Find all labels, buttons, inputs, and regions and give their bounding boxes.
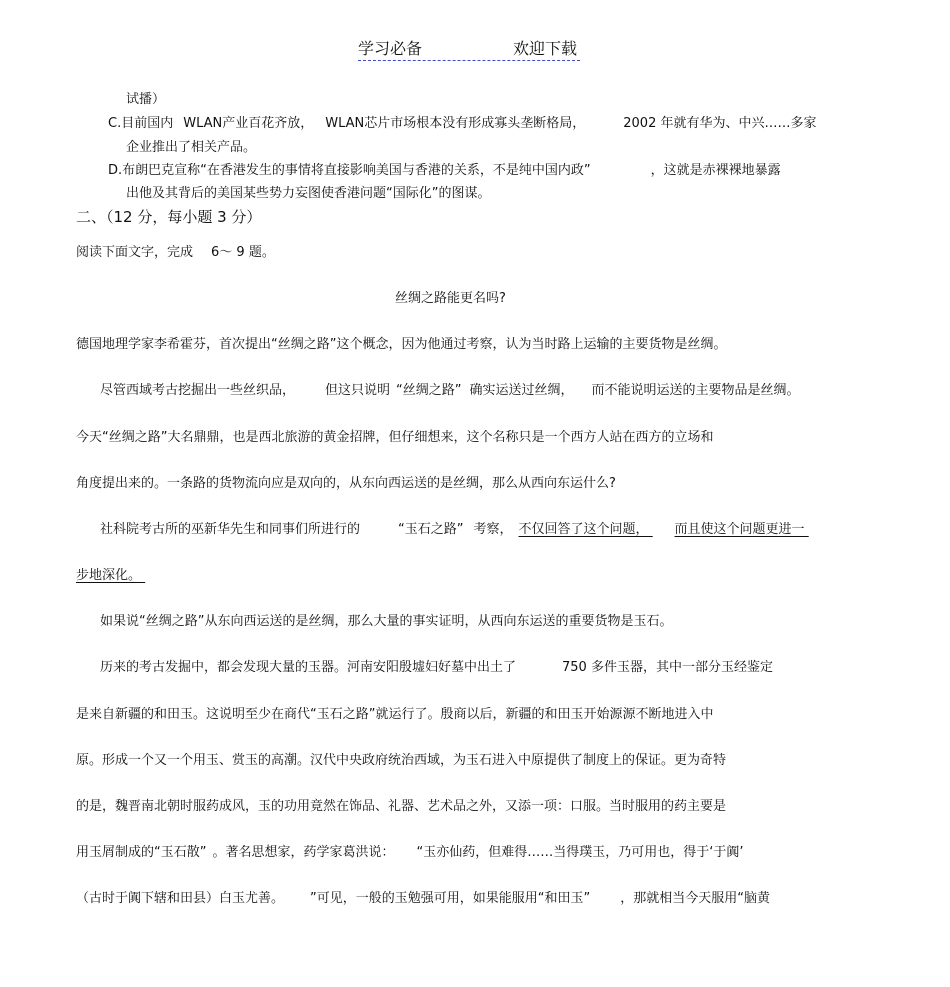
- option-c-text-c: WLAN芯片市场根本没有形成寡头垄断格局，: [325, 116, 586, 131]
- section-instruction: [76, 244, 275, 262]
- p6-text-k: ，那就相当今天服用“脑黄: [620, 891, 770, 906]
- p4-underlined-b: 而且使这个问题更进一: [674, 522, 805, 537]
- section-title: 二、（12 分，每小题 3 分）: [76, 208, 262, 226]
- p4-underlined-a: 不仅回答了这个问题，: [518, 522, 649, 537]
- option-d-line-1: [108, 162, 781, 180]
- paragraph-5: 如果说“丝绸之路”从东向西运送的是丝绸，那么大量的事实证明，从西向东运送的重要货物是玉石。: [100, 614, 673, 629]
- paragraph-3-line-1: 今天“丝绸之路”大名鼎鼎，也是西北旅游的黄金招牌，但仔细想来，这个名称只是一个西方人站在西方的立场和: [76, 430, 714, 445]
- paragraph-3-line-2: 角度提出来的。一条路的货物流向应是双向的，从东向西运送的是丝绸，那么从西向东运什么?: [76, 476, 616, 491]
- paragraph-6-line-4: 的是，魏晋南北朝时服药成风，玉的功用竟然在饰品、礼器、艺术品之外，又添一项：口服。当时服用的药主要是: [76, 799, 727, 814]
- paragraph-6-line-3: 原。形成一个又一个用玉、赏玉的高潮。汉代中央政府统治西域，为玉石进入中原提供了制度上的保证。更为奇特: [76, 753, 727, 768]
- p6-text-g: 。著名思想家，药学家葛洪说：: [212, 845, 395, 860]
- option-c-text-a: 目前国内: [121, 116, 174, 131]
- option-d-label: D.: [108, 163, 123, 178]
- option-d-text-a: 布朗巴克宣称“在香港发生的事情将直接影响美国与香港的关系，不是纯中国内政”: [122, 163, 591, 178]
- article-title: 丝绸之路能更名吗?: [395, 291, 506, 306]
- option-c-line-1: [108, 115, 816, 133]
- option-d-text-b: ，这就是赤裸裸地暴露: [650, 163, 781, 178]
- option-c-text-d: 2002 年就有华为、中兴……多家: [623, 116, 817, 131]
- option-d-line-2: 出他及其背后的美国某些势力妄图使香港问题“国际化”的图谋。: [126, 186, 491, 201]
- paragraph-6-line-5: [76, 844, 744, 862]
- p6-text-j: ”可见，一般的玉勉强可用，如果能服用“和田玉”: [310, 891, 591, 906]
- instruction-text-a: 阅读下面文字，完成: [76, 245, 194, 260]
- p4-text-a: 社科院考古所的巫新华先生和同事们所进行的: [100, 522, 361, 537]
- p4-text-b: “玉石之路”: [398, 522, 464, 537]
- paragraph-4-line-2: [76, 567, 153, 585]
- p2-text-c: “丝绸之路”: [396, 383, 462, 398]
- p6-text-a: 历来的考古发掘中，都会发现大量的玉器。河南安阳殷墟妇好墓中出土了: [100, 660, 517, 675]
- p4-underlined-c: 步地深化。: [76, 568, 142, 583]
- paragraph-4-line-1: [100, 521, 819, 539]
- p4-text-c: 考察，: [473, 522, 513, 537]
- p2-text-d: 确实运送过丝绸，: [469, 383, 574, 398]
- p2-text-e: 而不能说明运送的主要物品是丝绸。: [591, 383, 800, 398]
- header-right-text: 欢迎下载: [513, 39, 578, 58]
- header-left-text: 学习必备: [358, 39, 423, 58]
- option-c-text-b: WLAN产业百花齐放，: [183, 116, 314, 131]
- p6-text-i: （古时于阗下辖和田县）白玉尤善。: [76, 891, 285, 906]
- p2-text-a: 尽管西域考古挖掘出一些丝织品，: [100, 383, 296, 398]
- option-b-tail: 试播）: [126, 92, 166, 107]
- paragraph-6-line-2: 是来自新疆的和田玉。这说明至少在商代“玉石之路”就运行了。殷商以后，新疆的和田玉开始源源不断地进入中: [76, 707, 714, 722]
- option-c-line-2: 企业推出了相关产品。: [126, 140, 257, 155]
- p2-text-b: 但这只说明: [325, 383, 391, 398]
- paragraph-6-line-1: [100, 659, 773, 677]
- paragraph-6-line-6: [76, 890, 770, 908]
- p6-text-b: 750 多件玉器，其中一部分玉经鉴定: [562, 660, 773, 675]
- paragraph-1: 德国地理学家李希霍芬，首次提出“丝绸之路”这个概念，因为他通过考察，认为当时路上运输的主要货物是丝绸。: [76, 337, 727, 352]
- option-c-label: C.: [108, 116, 122, 131]
- instruction-text-b: 6～ 9 题。: [211, 245, 275, 260]
- page-header: [358, 38, 580, 61]
- p6-text-h: “玉亦仙药，但难得……当得璞玉，乃可用也，得于‘于阗’: [416, 845, 744, 860]
- paragraph-2: [100, 382, 800, 400]
- p6-text-f: 用玉屑制成的“玉石散”: [76, 845, 207, 860]
